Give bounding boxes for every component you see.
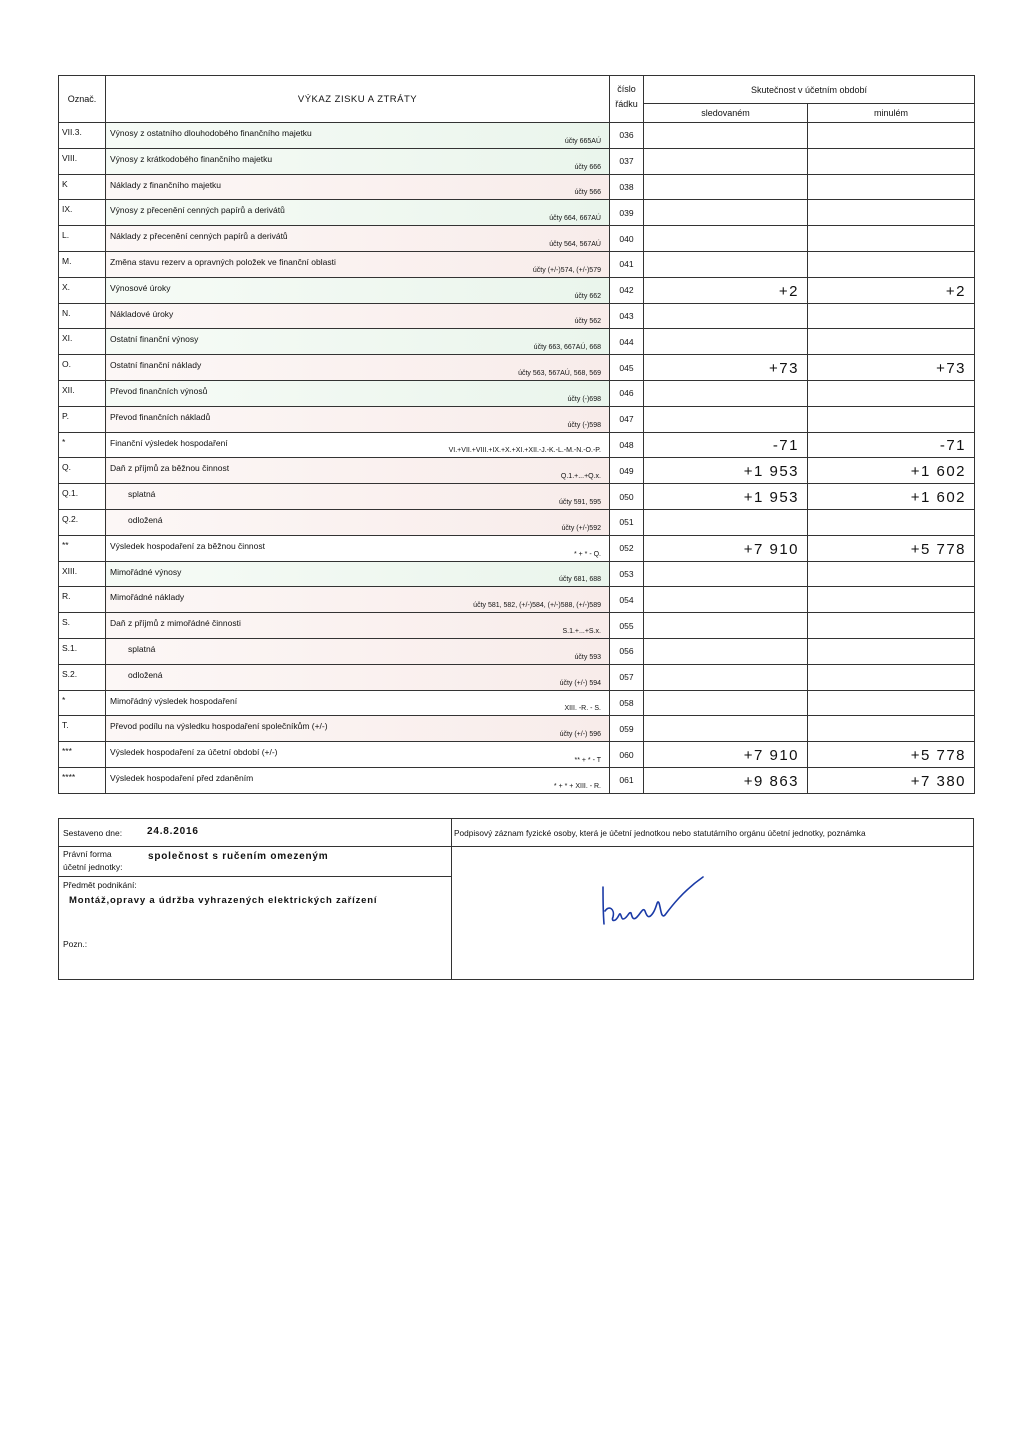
row-description: splatná: [128, 489, 156, 500]
table-row: [59, 690, 975, 716]
row-number: 054: [610, 587, 644, 613]
row-current-value: [644, 148, 808, 174]
row-description: Náklady z přecenění cenných papírů a derivátů: [110, 231, 288, 242]
row-marker: *: [59, 690, 106, 716]
table-row: [59, 303, 975, 329]
row-accounts: účty 591, 595: [558, 498, 601, 506]
row-number: 043: [610, 303, 644, 329]
row-accounts: účty 666: [574, 163, 601, 171]
row-current-value: [644, 303, 808, 329]
row-description-cell: [106, 380, 610, 406]
note-label: Pozn.:: [63, 939, 88, 949]
row-current-value: [644, 329, 808, 355]
row-description-cell: [106, 509, 610, 535]
row-description-cell: [106, 458, 610, 484]
row-number: 047: [610, 406, 644, 432]
table-row: [59, 380, 975, 406]
row-number: 060: [610, 742, 644, 768]
row-previous-value: +1 602: [808, 484, 975, 510]
row-current-value: +1 953: [644, 484, 808, 510]
row-description: splatná: [128, 643, 156, 654]
row-description: Převod podílu na výsledku hospodaření společníkům (+/-): [110, 721, 328, 732]
row-current-value: [644, 613, 808, 639]
row-number: 053: [610, 561, 644, 587]
legal-form-row: [59, 846, 451, 877]
row-marker: XI.: [59, 329, 106, 355]
table-row: [59, 226, 975, 252]
row-description-cell: [106, 742, 610, 768]
table-row: [59, 613, 975, 639]
compiled-date: 24.8.2016: [147, 826, 199, 837]
row-marker: N.: [59, 303, 106, 329]
row-number: 037: [610, 148, 644, 174]
row-marker: **: [59, 535, 106, 561]
row-description-cell: [106, 226, 610, 252]
profit-loss-table: [58, 75, 975, 794]
row-current-value: +2: [644, 277, 808, 303]
row-current-value: [644, 716, 808, 742]
row-previous-value: [808, 561, 975, 587]
table-row: [59, 587, 975, 613]
row-previous-value: [808, 380, 975, 406]
row-current-value: +73: [644, 355, 808, 381]
row-number: 039: [610, 200, 644, 226]
row-previous-value: [808, 664, 975, 690]
header-title: VÝKAZ ZISKU A ZTRÁTY: [106, 76, 610, 123]
table-body: [59, 123, 975, 794]
row-marker: P.: [59, 406, 106, 432]
row-description: Převod finančních nákladů: [110, 411, 211, 422]
row-number: 058: [610, 690, 644, 716]
row-description: Finanční výsledek hospodaření: [110, 437, 228, 448]
table-row: [59, 716, 975, 742]
table-row: [59, 251, 975, 277]
table-row: [59, 458, 975, 484]
row-previous-value: [808, 716, 975, 742]
row-description: odložená: [128, 514, 163, 525]
row-number: 038: [610, 174, 644, 200]
row-accounts: účty 562: [574, 318, 601, 326]
row-current-value: [644, 123, 808, 149]
row-marker: S.2.: [59, 664, 106, 690]
row-marker: XIII.: [59, 561, 106, 587]
table-row: [59, 329, 975, 355]
row-description-cell: [106, 251, 610, 277]
row-accounts: účty 681, 688: [558, 576, 601, 584]
footer-left: [59, 819, 452, 979]
table-row: [59, 200, 975, 226]
row-accounts: účty 593: [574, 653, 601, 661]
header-current-period: sledovaném: [644, 104, 808, 123]
header-row-number: číslo řádku: [610, 76, 644, 123]
table-row: [59, 742, 975, 768]
row-current-value: [644, 226, 808, 252]
row-description: Nákladové úroky: [110, 308, 174, 319]
row-marker: ***: [59, 742, 106, 768]
table-row: [59, 355, 975, 381]
row-description-cell: [106, 355, 610, 381]
row-description-cell: [106, 200, 610, 226]
row-number: 036: [610, 123, 644, 149]
row-description-cell: [106, 561, 610, 587]
row-previous-value: [808, 148, 975, 174]
row-previous-value: +7 380: [808, 767, 975, 793]
footer-box: [58, 818, 974, 980]
row-number: 052: [610, 535, 644, 561]
signature-header: Podpisový záznam fyzické osoby, která je účetní jednotkou nebo statutárního orgánu účetní jednotky, poznámka: [454, 828, 866, 838]
table-row: [59, 664, 975, 690]
row-accounts: účty 662: [574, 292, 601, 300]
row-accounts: ** + * - T: [574, 756, 601, 764]
row-description: Výsledek hospodaření před zdaněním: [110, 772, 254, 783]
row-number: 050: [610, 484, 644, 510]
row-current-value: [644, 174, 808, 200]
compiled-row: [59, 819, 451, 847]
row-description: Mimořádné náklady: [110, 592, 185, 603]
row-previous-value: [808, 690, 975, 716]
row-previous-value: [808, 613, 975, 639]
row-previous-value: [808, 509, 975, 535]
row-description-cell: [106, 690, 610, 716]
legal-form-label-2: účetní jednotky:: [63, 862, 123, 872]
row-description-cell: [106, 535, 610, 561]
row-marker: M.: [59, 251, 106, 277]
row-marker: S.1.: [59, 638, 106, 664]
legal-form-value: společnost s ručením omezeným: [148, 851, 329, 862]
compiled-label: Sestaveno dne:: [63, 828, 123, 838]
row-description-cell: [106, 587, 610, 613]
row-accounts: účty 665AÚ: [564, 137, 601, 145]
row-number: 049: [610, 458, 644, 484]
row-accounts: účty 664, 667AÚ: [549, 215, 601, 223]
row-number: 055: [610, 613, 644, 639]
row-description: Výnosy z ostatního dlouhodobého finančního majetku: [110, 128, 312, 138]
row-current-value: +7 910: [644, 742, 808, 768]
row-previous-value: [808, 226, 975, 252]
row-marker: VII.3.: [59, 123, 106, 149]
row-current-value: [644, 664, 808, 690]
row-description-cell: [106, 406, 610, 432]
row-accounts: VI.+VII.+VIII.+IX.+X.+XI.+XII.-J.-K.-L.-M.-N.-O.-P.: [448, 447, 601, 455]
row-previous-value: +5 778: [808, 742, 975, 768]
row-description: Změna stavu rezerv a opravných položek ve finanční oblasti: [110, 256, 336, 267]
row-current-value: [644, 200, 808, 226]
row-description: Převod finančních výnosů: [110, 385, 208, 396]
row-description: Výsledek hospodaření za účetní období (+/-): [110, 747, 278, 758]
row-previous-value: +2: [808, 277, 975, 303]
row-number: 042: [610, 277, 644, 303]
row-description: odložená: [128, 669, 163, 680]
row-description: Daň z příjmů za běžnou činnost: [110, 463, 230, 474]
table-row: [59, 432, 975, 458]
row-description-cell: [106, 484, 610, 510]
row-marker: R.: [59, 587, 106, 613]
row-marker: X.: [59, 277, 106, 303]
row-accounts: * + * - Q.: [573, 550, 601, 558]
row-marker: O.: [59, 355, 106, 381]
handwritten-signature: [591, 869, 731, 939]
row-accounts: S.1.+...+S.x.: [562, 627, 601, 635]
row-current-value: [644, 251, 808, 277]
row-previous-value: [808, 251, 975, 277]
row-number: 048: [610, 432, 644, 458]
business-value: Montáž,opravy a údržba vyhrazených elektrických zařízení: [69, 895, 378, 906]
row-number: 051: [610, 509, 644, 535]
row-description: Mimořádný výsledek hospodaření: [110, 695, 238, 706]
row-current-value: [644, 690, 808, 716]
row-marker: ****: [59, 767, 106, 793]
table-row: [59, 277, 975, 303]
row-description: Výnosy z krátkodobého finančního majetku: [110, 153, 273, 164]
row-description-cell: [106, 716, 610, 742]
row-description: Mimořádné výnosy: [110, 566, 182, 577]
row-description: Výnosové úroky: [110, 282, 171, 293]
table-row: [59, 509, 975, 535]
row-marker: T.: [59, 716, 106, 742]
table-row: [59, 484, 975, 510]
row-marker: Q.2.: [59, 509, 106, 535]
row-current-value: [644, 561, 808, 587]
row-description-cell: [106, 638, 610, 664]
row-marker: XII.: [59, 380, 106, 406]
row-marker: L.: [59, 226, 106, 252]
row-description: Ostatní finanční výnosy: [110, 334, 199, 345]
table-row: [59, 174, 975, 200]
table-row: [59, 535, 975, 561]
row-accounts: účty 563, 567AÚ, 568, 569: [518, 369, 601, 377]
row-previous-value: [808, 406, 975, 432]
header-period: Skutečnost v účetním období: [644, 76, 975, 104]
row-previous-value: [808, 587, 975, 613]
row-previous-value: [808, 638, 975, 664]
row-description: Výsledek hospodaření za běžnou činnost: [110, 540, 265, 551]
row-previous-value: [808, 329, 975, 355]
table-row: [59, 406, 975, 432]
row-marker: VIII.: [59, 148, 106, 174]
row-previous-value: +1 602: [808, 458, 975, 484]
row-previous-value: [808, 174, 975, 200]
table-row: [59, 767, 975, 793]
row-previous-value: [808, 200, 975, 226]
row-description-cell: [106, 123, 610, 149]
row-current-value: [644, 587, 808, 613]
row-number: 056: [610, 638, 644, 664]
row-previous-value: +5 778: [808, 535, 975, 561]
row-marker: IX.: [59, 200, 106, 226]
row-marker: *: [59, 432, 106, 458]
row-accounts: účty (+/-)574, (+/-)579: [532, 266, 601, 274]
row-number: 059: [610, 716, 644, 742]
row-accounts: Q.1.+...+Q.x.: [560, 473, 601, 481]
table-row: [59, 561, 975, 587]
row-current-value: +1 953: [644, 458, 808, 484]
row-accounts: XIII. -R. - S.: [564, 705, 601, 713]
row-accounts: účty 581, 582, (+/-)584, (+/-)588, (+/-)589: [473, 602, 601, 610]
row-description-cell: [106, 613, 610, 639]
row-number: 041: [610, 251, 644, 277]
row-accounts: účty (-)598: [567, 421, 601, 429]
table-row: [59, 148, 975, 174]
row-accounts: * + * + XIII. - R.: [553, 782, 601, 790]
row-number: 046: [610, 380, 644, 406]
row-current-value: [644, 380, 808, 406]
signature-header-row: [452, 819, 973, 847]
row-previous-value: [808, 303, 975, 329]
header-oznac: Označ.: [59, 76, 106, 123]
row-accounts: účty 566: [574, 189, 601, 197]
row-current-value: [644, 406, 808, 432]
row-description: Náklady z finančního majetku: [110, 179, 222, 190]
row-current-value: +9 863: [644, 767, 808, 793]
row-previous-value: +73: [808, 355, 975, 381]
row-description-cell: [106, 329, 610, 355]
row-current-value: [644, 509, 808, 535]
row-number: 044: [610, 329, 644, 355]
row-description-cell: [106, 767, 610, 793]
legal-form-label-1: Právní forma: [63, 849, 112, 859]
row-current-value: -71: [644, 432, 808, 458]
row-accounts: účty (+/-) 594: [559, 679, 601, 687]
row-description: Ostatní finanční náklady: [110, 360, 202, 371]
row-number: 045: [610, 355, 644, 381]
table-row: [59, 638, 975, 664]
row-marker: Q.1.: [59, 484, 106, 510]
row-accounts: účty (-)698: [567, 395, 601, 403]
header-previous-period: minulém: [808, 104, 975, 123]
row-marker: Q.: [59, 458, 106, 484]
row-marker: S.: [59, 613, 106, 639]
row-current-value: +7 910: [644, 535, 808, 561]
row-number: 061: [610, 767, 644, 793]
row-description-cell: [106, 432, 610, 458]
row-number: 040: [610, 226, 644, 252]
row-number: 057: [610, 664, 644, 690]
row-accounts: účty (+/-) 596: [559, 731, 601, 739]
row-marker: K: [59, 174, 106, 200]
row-current-value: [644, 638, 808, 664]
row-previous-value: -71: [808, 432, 975, 458]
row-description-cell: [106, 664, 610, 690]
row-previous-value: [808, 123, 975, 149]
business-label: Předmět podnikání:: [63, 880, 137, 890]
row-accounts: účty (+/-)592: [561, 524, 601, 532]
row-accounts: účty 564, 567AÚ: [549, 240, 601, 248]
row-description-cell: [106, 148, 610, 174]
row-description: Daň z příjmů z mimořádné činnosti: [110, 618, 241, 629]
business-row: [59, 876, 451, 980]
row-description-cell: [106, 174, 610, 200]
table-row: [59, 123, 975, 149]
row-description: Výnosy z přecenění cenných papírů a derivátů: [110, 205, 285, 216]
row-description-cell: [106, 303, 610, 329]
row-accounts: účty 663, 667AÚ, 668: [533, 344, 601, 352]
row-description-cell: [106, 277, 610, 303]
